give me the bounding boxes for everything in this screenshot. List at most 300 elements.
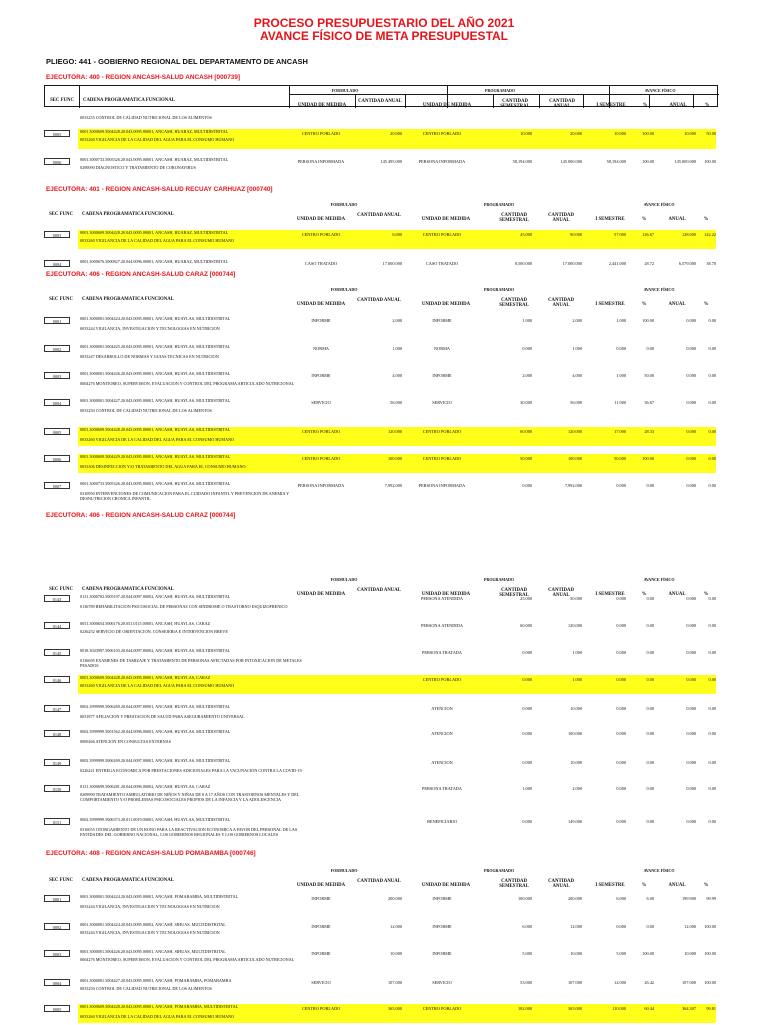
row-description: 0310950 INTERVENCIONES DE COMUNICACION PARA EL CUIDADO INFANTIL Y PREVENCION DE ANEMIA Y DESNUTRICION CRONICA INFANTIL bbox=[80, 491, 290, 501]
cell-p2: 0.00 bbox=[708, 596, 716, 601]
table-row bbox=[44, 595, 718, 615]
cell-um2: CENTRO POBLADO bbox=[422, 232, 462, 237]
header-unidad-medida-2: UNIDAD DE MEDIDA bbox=[421, 883, 471, 888]
cell-an: 0.000 bbox=[686, 623, 696, 628]
cell-um2: INFORME bbox=[432, 318, 452, 323]
cadena-cell: 0002.3999999.5006269.20.044.0097.00001, ANCASH, HUAYLAS, MULTIDISTRITAL bbox=[80, 758, 231, 763]
table-row bbox=[44, 399, 718, 419]
header-unidad-medida: UNIDAD DE MEDIDA bbox=[296, 883, 346, 888]
cell-ca: 7,992.000 bbox=[384, 483, 402, 488]
cell-p2: 0.00 bbox=[708, 456, 716, 461]
row-description: 0004276 MONITOREO, SUPERVISION, EVALUACION Y CONTROL DEL PROGRAMA ARTICULADO NUTRICIONAL bbox=[80, 381, 295, 386]
cell-cs: 53.000 bbox=[520, 980, 532, 985]
ejecutora-label: EJECUTORA: 401 - REGION ANCASH-SALUD RECUAY CARHUAZ [000740] bbox=[46, 186, 273, 193]
header-cantidad-anual: CANTIDAD ANUAL bbox=[357, 588, 401, 593]
cell-um2: INFORME bbox=[432, 924, 452, 929]
header-cantidad-anual: CANTIDAD ANUAL bbox=[357, 298, 401, 303]
cell-ca: 6.000 bbox=[392, 232, 402, 237]
header-group-avance: AVANCE FÍSICO bbox=[643, 287, 675, 292]
cell-ca: 10.000 bbox=[390, 951, 402, 956]
row-description: 0226221 ENTREGA ECONOMICA POR PRESTACIONES ADICIONALES PARA LA VACUNACION CONTRA LA COVID-19 bbox=[80, 768, 302, 773]
cadena-cell: 0001.3000001.5004427.20.043.0095.00001, ANCASH, POMABAMBA, POMABAMBA bbox=[80, 978, 232, 983]
cell-is: 110.000 bbox=[612, 1006, 626, 1011]
table-row bbox=[44, 455, 718, 475]
cell-um: CENTRO POBLADO bbox=[301, 232, 341, 237]
cell-cs: 100.000 bbox=[518, 896, 532, 901]
header-divider bbox=[289, 86, 290, 108]
cadena-cell: 0001.3000733.5005326.20.043.0095.00001, ANCASH, HUARAZ, MULTIDISTRITAL bbox=[80, 157, 229, 162]
table-row bbox=[44, 1005, 718, 1025]
cell-p2: 0.00 bbox=[708, 373, 716, 378]
cadena-cell: 0018.3043997.5006103.20.044.0097.00002, ANCASH, HUAYLAS, MULTIDISTRITAL bbox=[80, 648, 231, 653]
cell-an: 0.000 bbox=[686, 677, 696, 682]
row-description: 0031877 AFILIACION Y PRESTACION DE SALUD PARA ASEGURAMIENTO UNIVERSAL bbox=[80, 714, 245, 719]
header-group-programado: PROGRAMADO bbox=[484, 287, 514, 292]
sec-func-cell: 0149 bbox=[44, 759, 70, 766]
cell-an: 0.000 bbox=[686, 706, 696, 711]
cell-cs: 182.000 bbox=[518, 1006, 532, 1011]
cell-is: 0.000 bbox=[616, 924, 626, 929]
table-row bbox=[44, 705, 718, 725]
cell-ca2: 20.000 bbox=[570, 131, 582, 136]
cell-an: 0.000 bbox=[686, 456, 696, 461]
cell-ca2: 1.000 bbox=[572, 346, 582, 351]
cell-cs: 50.000 bbox=[520, 456, 532, 461]
header-divider bbox=[79, 86, 80, 108]
cadena-cell: 0001.3000609.5004428.20.043.0095.00001, ANCASH, POMABAMBA, MULTIDISTRITAL bbox=[80, 1004, 239, 1009]
cell-um: INFORME bbox=[311, 924, 331, 929]
cadena-cell: 0001.3000001.5004424.20.043.0095.00001, ANCASH, HUAYLAS, MULTIDISTRITAL bbox=[80, 316, 231, 321]
cell-p2: 0.00 bbox=[708, 650, 716, 655]
cell-is: 10.000 bbox=[614, 131, 626, 136]
cell-an: 0.000 bbox=[686, 786, 696, 791]
cell-ca: 1.000 bbox=[392, 346, 402, 351]
sec-func-cell: 0003 bbox=[44, 950, 70, 957]
report-title: PROCESO PRESUPUESTARIO DEL AÑO 2021 bbox=[253, 16, 515, 30]
cell-cs: 10.000 bbox=[520, 131, 532, 136]
header-group-avance: AVANCE FÍSICO bbox=[643, 868, 675, 873]
header-group-formulado: FORMULADO bbox=[331, 88, 359, 93]
cell-p1: 0.00 bbox=[646, 677, 654, 682]
header-i-semestre: I SEMESTRE bbox=[595, 302, 625, 307]
cell-um2: INFORME bbox=[432, 951, 452, 956]
cell-um: NORMA bbox=[313, 346, 329, 351]
row-description: 0033260 VIGILANCIA DE LA CALIDAD DEL AGUA PARA EL CONSUMO HUMANO bbox=[80, 1014, 235, 1019]
cell-p2: 50.00 bbox=[706, 131, 716, 136]
cell-um2: ATENCION bbox=[431, 731, 453, 736]
cell-an: 0.000 bbox=[686, 596, 696, 601]
cell-p2: 0.00 bbox=[708, 346, 716, 351]
header-percent: % bbox=[641, 302, 647, 307]
header-group-formulado: FORMULADO bbox=[330, 868, 358, 873]
cell-cs: 30.000 bbox=[520, 400, 532, 405]
cell-is: 0.000 bbox=[616, 483, 626, 488]
cell-p2: 100.00 bbox=[704, 159, 716, 164]
cell-ca2: 1.000 bbox=[572, 677, 582, 682]
cell-p1: 0.00 bbox=[646, 483, 654, 488]
sec-func-cell: 0006 bbox=[44, 455, 70, 462]
cell-um2: PERSONA INFORMADA bbox=[418, 159, 466, 164]
sec-func-cell: 0146 bbox=[44, 676, 70, 683]
cell-um: SERVICIO bbox=[311, 400, 331, 405]
cell-ca: 145.495.000 bbox=[380, 159, 402, 164]
cadena-cell: 0001.3000676.5000827.20.044.0096.00001, ANCASH, HUARAZ, MULTIDISTRITAL bbox=[80, 259, 229, 264]
row-description: 0033244 VIGILANCIA, INVESTIGACION Y TECNOLOGIAS EN NUTRICION bbox=[80, 930, 220, 935]
cell-cs: 6.000 bbox=[522, 924, 532, 929]
table-header bbox=[44, 200, 718, 222]
cell-ca2: 145.000.000 bbox=[560, 159, 582, 164]
cell-p1: 60.44 bbox=[644, 1006, 654, 1011]
cell-ca: 20.000 bbox=[390, 131, 402, 136]
table-row bbox=[44, 317, 718, 337]
header-percent: % bbox=[641, 217, 647, 222]
cell-p2: 38.70 bbox=[706, 261, 716, 266]
cell-ca: 107.000 bbox=[388, 980, 402, 985]
table-row bbox=[44, 345, 718, 365]
header-cantidad-anual: CANTIDAD ANUAL bbox=[357, 879, 401, 884]
header-sec-func: SEC FUNC bbox=[50, 98, 74, 103]
cadena-cell: 0001.3000609.5004428.20.043.0095.00001, ANCASH, HUAYLAS, CARAZ bbox=[80, 675, 211, 680]
cell-ca2: 149.000 bbox=[568, 819, 582, 824]
sec-func-cell: 0002 bbox=[44, 923, 70, 930]
cell-an: 0.000 bbox=[686, 819, 696, 824]
row-description: 0033306 DESINFECCION Y/O TRATAMIENTO DEL AGUA PARA EL CONSUMO HUMANO bbox=[80, 464, 246, 469]
cell-is: 2,441.000 bbox=[608, 261, 626, 266]
cell-is: 0.000 bbox=[616, 760, 626, 765]
cell-p1: 100.00 bbox=[642, 951, 654, 956]
cell-is: 0.000 bbox=[616, 623, 626, 628]
cell-ca2: 2.000 bbox=[572, 786, 582, 791]
cell-p2: 0.00 bbox=[708, 623, 716, 628]
cell-ca2: 100.000 bbox=[568, 731, 582, 736]
cell-p2: 142.22 bbox=[704, 232, 716, 237]
header-group-avance: AVANCE FÍSICO bbox=[643, 577, 675, 582]
cell-an: 10.000 bbox=[684, 131, 696, 136]
header-divider bbox=[539, 94, 540, 108]
row-description: 0033250 CONTROL DE CALIDAD NUTRICIONAL DE LOS ALIMENTOS bbox=[80, 408, 212, 413]
cell-p1: 0.00 bbox=[646, 346, 654, 351]
sec-func-cell: 0147 bbox=[44, 705, 70, 712]
cell-ca: 200.000 bbox=[388, 896, 402, 901]
cell-is: 0.000 bbox=[616, 819, 626, 824]
table-row bbox=[44, 759, 718, 779]
cell-p2: 0.00 bbox=[708, 731, 716, 736]
row-description: 0004276 MONITOREO, SUPERVISION, EVALUACION Y CONTROL DEL PROGRAMA ARTICULADO NUTRICIONAL bbox=[80, 957, 295, 962]
cell-cs: 1.000 bbox=[522, 318, 532, 323]
row-description: 0033260 VIGILANCIA DE LA CALIDAD DEL AGUA PARA EL CONSUMO HUMANO bbox=[80, 238, 235, 243]
header-group-formulado: FORMULADO bbox=[330, 287, 358, 292]
header-cantidad-semestral: CANTIDAD SEMESTRAL bbox=[499, 879, 529, 890]
cell-p2: 0.00 bbox=[708, 318, 716, 323]
cell-p2: 100.00 bbox=[704, 980, 716, 985]
header-cantidad-anual-2: CANTIDAD ANUAL bbox=[548, 588, 574, 599]
cell-um: SERVICIO bbox=[311, 980, 331, 985]
table-row bbox=[44, 428, 718, 448]
header-cantidad-anual: CANTIDAD ANUAL bbox=[358, 99, 402, 104]
cell-um: INFORME bbox=[311, 318, 331, 323]
cell-is: 1.000 bbox=[616, 373, 626, 378]
header-unidad-medida-2: UNIDAD DE MEDIDA bbox=[421, 302, 471, 307]
cell-p1: 0.00 bbox=[646, 924, 654, 929]
row-description: 0209990 TRATAMIENTO AMBULATORIO DE NIÑOS Y NIÑAS DE 0 A 17 AÑOS CON TRASTORNOS MENTALES Y DEL COMPORTAMIENTO Y/O PROBLEMAS PSICOSOCIALES PROPIOS DE LA INFANCIA Y LA ADOLESCENCIA bbox=[80, 792, 300, 802]
cell-um: INFORME bbox=[311, 373, 331, 378]
cadena-cell: 0002.3999999.5006269.20.044.0097.00001, ANCASH, HUAYLAS, MULTIDISTRITAL bbox=[80, 704, 231, 709]
sec-func-cell: 0145 bbox=[44, 649, 70, 656]
row-description: 0033244 VIGILANCIA, INVESTIGACION Y TECNOLOGIAS EN NUTRICION bbox=[80, 904, 220, 909]
cell-um2: PERSONA ATENDIDA bbox=[421, 596, 463, 601]
ejecutora-label: EJECUTORA: 400 - REGION ANCASH-SALUD ANCASH [000739] bbox=[46, 74, 241, 81]
cell-um2: CENTRO POBLADO bbox=[422, 131, 462, 136]
table-row bbox=[44, 649, 718, 669]
header-percent: % bbox=[641, 592, 647, 597]
cadena-cell: 0131.3000699.5006281.20.044.0096.00002, ANCASH, HUAYLAS, CARAZ bbox=[80, 784, 211, 789]
cell-an: 0.000 bbox=[686, 429, 696, 434]
row-description: 0000266 ATENCION EN CONSULTAS EXTERNAS bbox=[80, 739, 171, 744]
header-unidad-medida: UNIDAD DE MEDIDA bbox=[297, 103, 347, 108]
cell-p1: 6.00 bbox=[646, 896, 654, 901]
cell-p1: 0.00 bbox=[646, 650, 654, 655]
cell-an: 128.000 bbox=[682, 232, 696, 237]
table-header bbox=[44, 85, 718, 110]
cell-um2: SERVICIO bbox=[432, 400, 452, 405]
cell-p1: 0.00 bbox=[646, 760, 654, 765]
cell-cs: 0.000 bbox=[522, 677, 532, 682]
cell-is: 5.000 bbox=[616, 951, 626, 956]
row-description: 0290090 DIAGNOSTICO Y TRATAMIENTO DE CORONAVIRUS bbox=[80, 165, 196, 170]
cell-an: 0.000 bbox=[686, 760, 696, 765]
cell-cs: 0.000 bbox=[522, 731, 532, 736]
header-group-programado: PROGRAMADO bbox=[485, 88, 515, 93]
cadena-cell: 0001.3000001.5004426.20.043.0095.00001, ANCASH, SIHUAS, MULTIDISTRITAL bbox=[80, 949, 226, 954]
cell-an: 12.000 bbox=[684, 924, 696, 929]
header-group-programado: PROGRAMADO bbox=[484, 202, 514, 207]
header-cantidad-semestral: CANTIDAD SEMESTRAL bbox=[499, 213, 529, 224]
cell-p1: 28.72 bbox=[644, 261, 654, 266]
table-row bbox=[44, 818, 718, 838]
cell-ca2: 50.000 bbox=[570, 596, 582, 601]
cadena-cell: 0001.3000001.5004425.20.043.0095.00001, ANCASH, HUAYLAS, MULTIDISTRITAL bbox=[80, 344, 231, 349]
cell-ca: 365.000 bbox=[388, 1006, 402, 1011]
cell-p2: 0.00 bbox=[708, 819, 716, 824]
sec-func-cell: 0150 bbox=[44, 785, 70, 792]
cadena-cell: 0001.3000001.5004424.20.043.0095.00002, ANCASH, SIHUAS, MULTIDISTRITAL bbox=[80, 922, 226, 927]
cell-an: 0.000 bbox=[686, 318, 696, 323]
cell-um2: PERSONA TRATADA bbox=[421, 786, 463, 791]
cell-um2: PERSONA TRATADA bbox=[421, 650, 463, 655]
cell-p1: 0.00 bbox=[646, 786, 654, 791]
cell-p1: 100.00 bbox=[642, 318, 654, 323]
cell-p1: 28.33 bbox=[644, 429, 654, 434]
header-divider bbox=[405, 94, 406, 108]
cell-cs: 0.000 bbox=[522, 650, 532, 655]
cadena-cell: 0002.3999999.5006373.20.011.0019.00001, ANCASH, HUAYLAS, MULTIDISTRITAL bbox=[80, 817, 231, 822]
cell-um2: NORMA bbox=[434, 346, 450, 351]
row-description: 0033244 VIGILANCIA, INVESTIGACION Y TECNOLOGIAS EN NUTRICION bbox=[80, 326, 220, 331]
cell-is: 0.000 bbox=[616, 731, 626, 736]
table-row bbox=[44, 979, 718, 999]
header-group-avance: AVANCE FÍSICO bbox=[643, 202, 675, 207]
row-description: 0033260 VIGILANCIA DE LA CALIDAD DEL AGUA PARA EL CONSUMO HUMANO bbox=[80, 437, 235, 442]
cell-is: 0.000 bbox=[616, 650, 626, 655]
header-group-programado: PROGRAMADO bbox=[484, 577, 514, 582]
cell-is: 58,194.000 bbox=[606, 159, 626, 164]
cell-um: CASO TRATADO bbox=[304, 261, 338, 266]
row-description: 0316055 OTORGAMIENTO DE UN BONO PARA LA REACTIVACION ECONOMICA A FAVOR DEL PERSONAL DE LAS ENTIDADES DEL GOBIERNO NACIONAL, LOS GOBIERNOS REGIONALES Y LOS GOBIERNOS LOCALES bbox=[80, 827, 298, 837]
sec-func-cell: 0143 bbox=[44, 595, 70, 602]
table-row bbox=[44, 130, 718, 150]
cell-um2: CENTRO POBLADO bbox=[422, 1006, 462, 1011]
cell-ca2: 120.000 bbox=[568, 429, 582, 434]
row-description: 0033260 VIGILANCIA DE LA CALIDAD DEL AGUA PARA EL CONSUMO HUMANO bbox=[80, 683, 235, 688]
cell-ca: 12.000 bbox=[390, 924, 402, 929]
table-row bbox=[44, 923, 718, 943]
sec-func-cell: 0144 bbox=[44, 622, 70, 629]
cell-cs: 0.000 bbox=[522, 346, 532, 351]
cell-ca: 2.000 bbox=[392, 318, 402, 323]
header-sec-func: SEC FUNC bbox=[49, 587, 73, 592]
cell-is: 0.000 bbox=[616, 346, 626, 351]
report-subtitle: AVANCE FÍSICO DE META PRESUPUESTAL bbox=[259, 29, 508, 43]
cell-cs: 1.000 bbox=[522, 786, 532, 791]
header-percent-2: % bbox=[704, 103, 710, 108]
cell-p1: 36.67 bbox=[644, 400, 654, 405]
header-unidad-medida: UNIDAD DE MEDIDA bbox=[296, 302, 346, 307]
sec-func-cell: 0001 bbox=[44, 317, 70, 324]
sec-func-cell: 0002 bbox=[44, 345, 70, 352]
cell-is: 0.000 bbox=[616, 596, 626, 601]
cell-ca2: 107.000 bbox=[568, 980, 582, 985]
header-cadena: CADENA PROGRAMATICA FUNCIONAL bbox=[82, 587, 174, 592]
cell-cs: 58,194.000 bbox=[512, 159, 532, 164]
cell-p2: 0.00 bbox=[708, 786, 716, 791]
cell-an: 0.000 bbox=[686, 731, 696, 736]
cadena-cell: 0001.3000001.5004426.20.043.0095.00001, ANCASH, HUAYLAS, MULTIDISTRITAL bbox=[80, 371, 231, 376]
cell-p2: 0.00 bbox=[708, 760, 716, 765]
cell-um2: ATENCION bbox=[431, 706, 453, 711]
cell-um: CENTRO POBLADO bbox=[301, 429, 341, 434]
cell-an: 6,579.000 bbox=[678, 261, 696, 266]
table-row bbox=[44, 372, 718, 392]
cell-ca2: 120.000 bbox=[568, 623, 582, 628]
cell-is: 0.000 bbox=[616, 786, 626, 791]
cell-p2: 0.00 bbox=[708, 429, 716, 434]
cell-um: CENTRO POBLADO bbox=[301, 1006, 341, 1011]
cell-um2: SERVICIO bbox=[432, 980, 452, 985]
header-cantidad-anual-2: CANTIDAD ANUAL bbox=[548, 213, 574, 224]
cell-p1: 0.00 bbox=[646, 596, 654, 601]
cell-ca: 17.000.000 bbox=[382, 261, 402, 266]
cell-an: 0.000 bbox=[686, 650, 696, 655]
cell-an: 0.000 bbox=[686, 373, 696, 378]
cell-cs: 0.000 bbox=[522, 819, 532, 824]
cell-um: CENTRO POBLADO bbox=[301, 456, 341, 461]
pliego-label: PLIEGO: 441 - GOBIERNO REGIONAL DEL DEPARTAMENTO DE ANCASH bbox=[46, 57, 308, 66]
cell-cs: 45.000 bbox=[520, 232, 532, 237]
header-cantidad-semestral: CANTIDAD SEMESTRAL bbox=[499, 298, 529, 309]
header-i-semestre: I SEMESTRE bbox=[595, 592, 625, 597]
header-unidad-medida-2: UNIDAD DE MEDIDA bbox=[421, 217, 471, 222]
cadena-cell: 0001.3000001.5004424.20.043.0095.00001, ANCASH, POMABAMBA, MULTIDISTRITAL bbox=[80, 894, 239, 899]
table-row bbox=[44, 622, 718, 642]
header-sec-func: SEC FUNC bbox=[49, 878, 73, 883]
table-row bbox=[44, 676, 718, 696]
cell-cs: 5.000 bbox=[522, 951, 532, 956]
cell-ca2: 200.000 bbox=[568, 896, 582, 901]
cell-p1: 0.00 bbox=[646, 731, 654, 736]
header-cantidad-semestral: CANTIDAD SEMESTRAL bbox=[499, 588, 529, 599]
sec-func-cell: 0005 bbox=[44, 428, 70, 435]
cell-p1: 0.00 bbox=[646, 706, 654, 711]
header-cantidad-semestral: CANTIDAD SEMESTRAL bbox=[500, 99, 530, 110]
header-group-programado: PROGRAMADO bbox=[484, 868, 514, 873]
cell-um: PERSONA INFORMADA bbox=[297, 483, 345, 488]
cell-ca2: 10.000 bbox=[570, 706, 582, 711]
cell-um: PERSONA INFORMADA bbox=[297, 159, 345, 164]
table-row bbox=[44, 895, 718, 915]
row-description: 0033255 CONTROL DE CALIDAD NUTRICIONAL DE LOS ALIMENTOS bbox=[80, 115, 212, 120]
header-cadena: CADENA PROGRAMATICA FUNCIONAL bbox=[82, 212, 174, 217]
table-row bbox=[44, 785, 718, 805]
header-sec-func: SEC FUNC bbox=[49, 212, 73, 217]
cell-an: 145.000.000 bbox=[674, 159, 696, 164]
cell-is: 11.000 bbox=[614, 400, 626, 405]
header-cadena: CADENA PROGRAMATICA FUNCIONAL bbox=[82, 297, 174, 302]
ejecutora-label: EJECUTORA: 406 - REGION ANCASH-SALUD CARAZ [000744] bbox=[46, 271, 236, 278]
cadena-cell: 0001.3000609.5004428.20.043.0095.00001, ANCASH, HUAYLAS, MULTIDISTRITAL bbox=[80, 427, 231, 432]
header-cantidad-anual-2: CANTIDAD ANUAL bbox=[549, 99, 575, 110]
header-divider bbox=[355, 94, 356, 108]
cell-ca2: 100.000 bbox=[568, 456, 582, 461]
cadena-cell: 0002.3999999.5001562.20.044.0096.00001, ANCASH, HUAYLAS, MULTIDISTRITAL bbox=[80, 729, 231, 734]
cell-p2: 0.00 bbox=[708, 400, 716, 405]
header-anual: ANUAL bbox=[668, 592, 686, 597]
cell-is: 14.000 bbox=[614, 980, 626, 985]
header-cadena: CADENA PROGRAMATICA FUNCIONAL bbox=[82, 878, 174, 883]
cell-um2: PERSONA ATENDIDA bbox=[421, 623, 463, 628]
header-cantidad-anual: CANTIDAD ANUAL bbox=[357, 213, 401, 218]
cell-ca2: 1.000 bbox=[572, 650, 582, 655]
cell-is: 50.000 bbox=[614, 456, 626, 461]
header-percent: % bbox=[642, 103, 648, 108]
row-description: 0033247 DESARROLLO DE NORMAS Y GUIAS TECNICAS EN NUTRICION bbox=[80, 354, 219, 359]
cell-an: 107.000 bbox=[682, 980, 696, 985]
header-i-semestre: I SEMESTRE bbox=[596, 103, 626, 108]
cell-is: 1.000 bbox=[616, 318, 626, 323]
cell-cs: 60.000 bbox=[520, 623, 532, 628]
header-percent-2: % bbox=[703, 302, 709, 307]
sec-func-cell: 0004 bbox=[44, 260, 70, 267]
cell-ca2: 365.000 bbox=[568, 1006, 582, 1011]
sec-func-cell: 0006 bbox=[44, 158, 70, 165]
cell-p1: 0.00 bbox=[646, 819, 654, 824]
cell-p2: 0.00 bbox=[708, 483, 716, 488]
header-percent-2: % bbox=[703, 217, 709, 222]
cell-p1: 100.00 bbox=[642, 159, 654, 164]
header-anual: ANUAL bbox=[668, 883, 686, 888]
cell-ca2: 17.000.000 bbox=[562, 261, 582, 266]
cell-ca: 4.000 bbox=[392, 373, 402, 378]
row-description: 0033260 VIGILANCIA DE LA CALIDAD DEL AGUA PARA EL CONSUMO HUMANO bbox=[80, 137, 235, 142]
table-row bbox=[44, 950, 718, 970]
header-unidad-medida: UNIDAD DE MEDIDA bbox=[296, 592, 346, 597]
cell-p2: 0.00 bbox=[708, 706, 716, 711]
header-group-formulado: FORMULADO bbox=[330, 202, 358, 207]
ejecutora-label: EJECUTORA: 406 - REGION ANCASH-SALUD CARAZ [000744] bbox=[46, 512, 236, 519]
header-group-avance: AVANCE FÍSICO bbox=[644, 88, 676, 93]
cadena-cell: 0051.3000654.5006176.20.051.0115.00001, ANCASH, HUAYLAS, CARAZ bbox=[80, 621, 211, 626]
sec-func-cell: 0004 bbox=[44, 979, 70, 986]
cell-p1: 50.00 bbox=[644, 373, 654, 378]
